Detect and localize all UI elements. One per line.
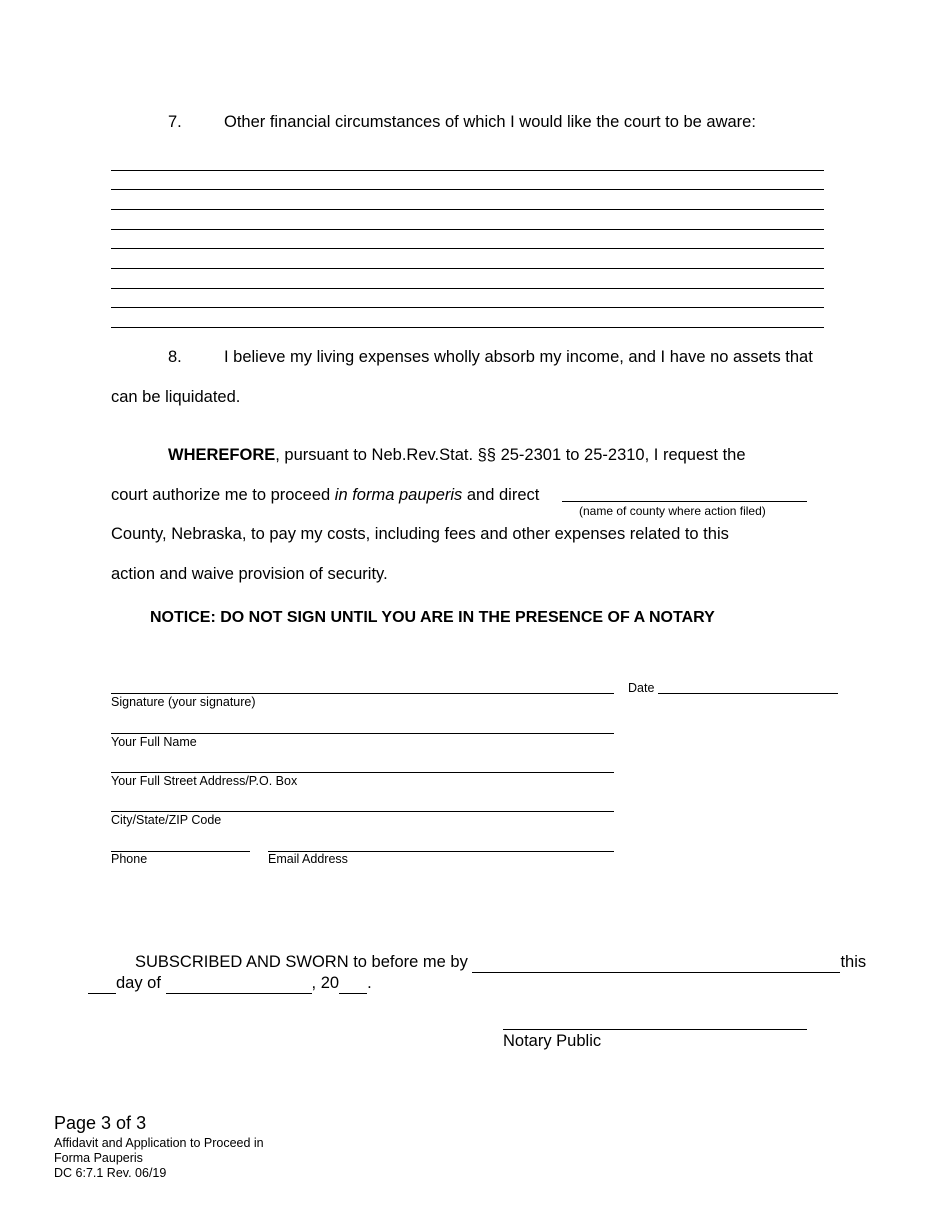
date-label: Date — [628, 681, 655, 695]
full-name-label: Your Full Name — [111, 735, 197, 749]
writing-line[interactable] — [111, 248, 824, 249]
writing-line[interactable] — [111, 170, 824, 171]
date-field[interactable] — [658, 693, 838, 694]
wherefore-line-2 — [111, 486, 539, 505]
wherefore-line-1-rest: , pursuant to Neb.Rev.Stat. §§ 25-2301 to 25-2310, I request the — [275, 446, 746, 464]
wherefore-line-2-c: and direct — [462, 486, 540, 504]
sworn-line-2 — [88, 974, 372, 994]
footer-form-title-2: Forma Pauperis — [54, 1151, 143, 1165]
month-field[interactable] — [166, 974, 312, 994]
wherefore-line-3: County, Nebraska, to pay my costs, including fees and other expenses related to this — [111, 525, 729, 543]
item-8-line-1: I believe my living expenses wholly absorb my income, and I have no assets that — [224, 348, 813, 366]
wherefore-lead: WHEREFORE — [168, 446, 276, 464]
city-state-zip-line[interactable] — [111, 811, 614, 812]
sworn-by-field[interactable] — [472, 953, 840, 973]
writing-line[interactable] — [111, 307, 824, 308]
day-of-text: day of — [116, 974, 161, 992]
address-line[interactable] — [111, 772, 614, 773]
notary-signature-line[interactable] — [503, 1029, 807, 1030]
sworn-period: . — [367, 974, 372, 992]
notary-public-label: Notary Public — [503, 1032, 602, 1050]
footer-form-title-1: Affidavit and Application to Proceed in — [54, 1136, 264, 1150]
wherefore-line-2-a: court authorize me to proceed — [111, 486, 335, 504]
item-8-number: 8. — [168, 348, 182, 366]
item-7-number: 7. — [168, 113, 182, 131]
page-number: Page 3 of 3 — [54, 1113, 147, 1133]
writing-line[interactable] — [111, 288, 824, 289]
writing-line[interactable] — [111, 209, 824, 210]
year-prefix: , 20 — [311, 974, 340, 992]
item-8-line-2: can be liquidated. — [111, 388, 241, 406]
writing-line[interactable] — [111, 327, 824, 328]
in-forma-pauperis-text: in forma pauperis — [334, 486, 463, 504]
full-name-line[interactable] — [111, 733, 614, 734]
signature-line[interactable] — [111, 693, 614, 694]
county-hint: (name of county where action filed) — [579, 504, 766, 518]
sworn-line-1 — [135, 953, 866, 973]
writing-line[interactable] — [111, 229, 824, 230]
address-label: Your Full Street Address/P.O. Box — [111, 774, 298, 788]
notice-heading: NOTICE: DO NOT SIGN UNTIL YOU ARE IN THE PRESENCE OF A NOTARY — [150, 609, 715, 626]
email-label: Email Address — [268, 852, 348, 866]
wherefore-line-4: action and waive provision of security. — [111, 565, 388, 583]
day-field[interactable] — [88, 974, 116, 994]
phone-label: Phone — [111, 852, 148, 866]
writing-line[interactable] — [111, 268, 824, 269]
city-state-zip-label: City/State/ZIP Code — [111, 813, 222, 827]
county-name-field[interactable] — [562, 501, 807, 502]
wherefore-line-1 — [168, 446, 746, 465]
sworn-this: this — [840, 953, 867, 971]
footer-form-code: DC 6:7.1 Rev. 06/19 — [54, 1166, 167, 1180]
year-field[interactable] — [339, 974, 367, 994]
item-7-text: Other financial circumstances of which I would like the court to be aware: — [224, 113, 756, 131]
writing-line[interactable] — [111, 189, 824, 190]
sworn-text: SUBSCRIBED AND SWORN to before me by — [135, 953, 468, 971]
signature-label: Signature (your signature) — [111, 695, 256, 709]
